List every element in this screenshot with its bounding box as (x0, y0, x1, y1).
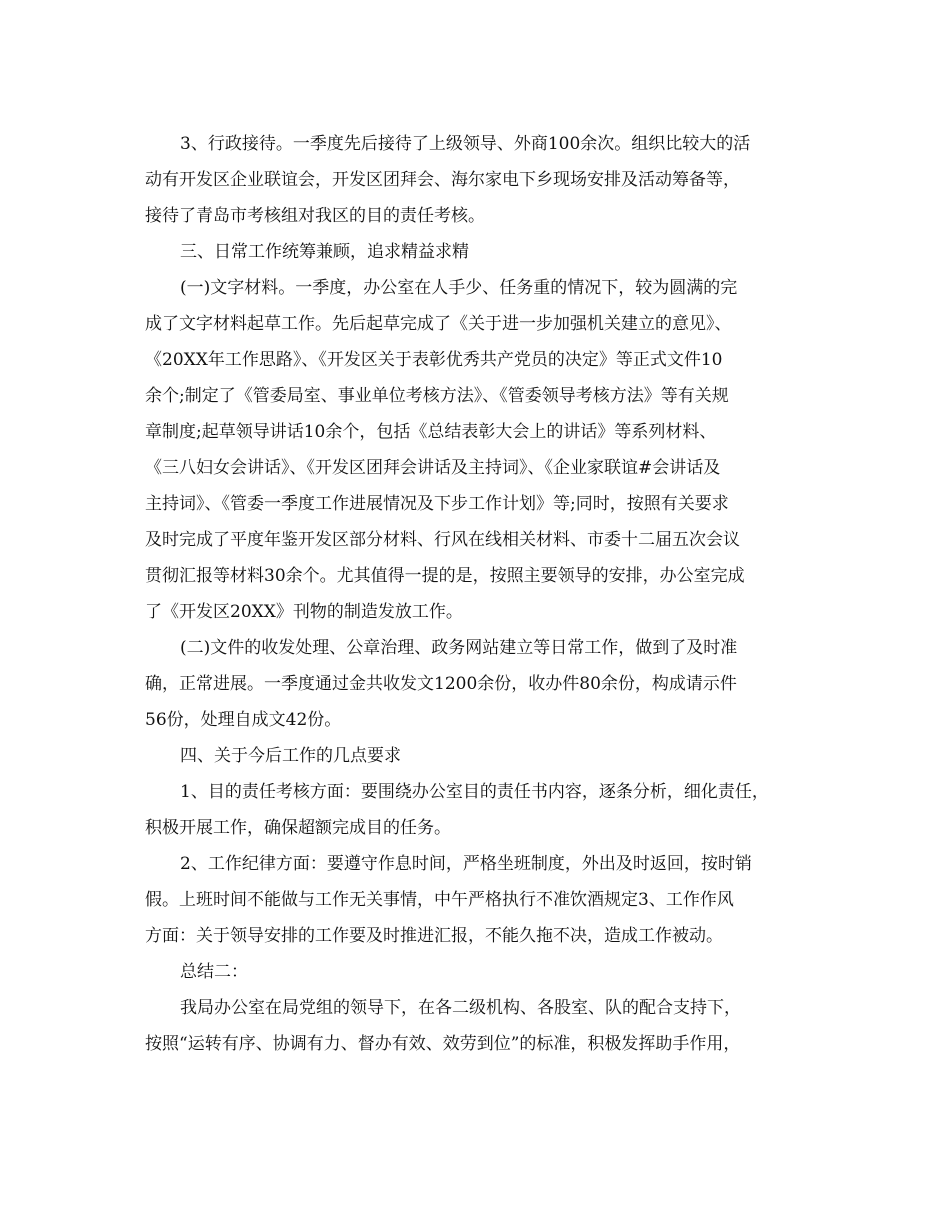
text-line: 3、行政接待。一季度先后接待了上级领导、外商100余次。组织比较大的活 (180, 134, 751, 154)
text-line: 成了文字材料起草工作。先后起草完成了《关于进一步加强机关建立的意见》、 (145, 314, 732, 334)
text-line: 1、目的责任考核方面：要围绕办公室目的责任书内容，逐条分析，细化责任， (180, 782, 769, 802)
text-line: 假。上班时间不能做与工作无关事情，中午严格执行不准饮酒规定3、工作作风 (145, 890, 734, 910)
text-line: 56份，处理自成文42份。 (145, 710, 342, 730)
text-line: 章制度;起草领导讲话10余个，包括《总结表彰大会上的讲话》等系列材料、 (145, 422, 717, 442)
text-line: 方面：关于领导安排的工作要及时推进汇报，不能久拖不决，造成工作被动。 (145, 926, 723, 946)
text-line: (一)文字材料。一季度，办公室在人手少、任务重的情况下，较为圆满的完 (180, 278, 738, 298)
text-line: 动有开发区企业联谊会，开发区团拜会、海尔家电下乡现场安排及活动筹备等， (145, 170, 740, 190)
section-heading: 四、关于今后工作的几点要求 (180, 746, 401, 766)
text-line: 了《开发区20XX》刊物的制造发放工作。 (145, 602, 463, 622)
text-line: 贯彻汇报等材料30余个。尤其值得一提的是，按照主要领导的安排，办公室完成 (145, 566, 745, 586)
text-line: 2、工作纪律方面：要遵守作息时间，严格坐班制度，外出及时返回，按时销 (180, 854, 752, 874)
text-line: (二)文件的收发处理、公章治理、政务网站建立等日常工作，做到了及时准 (180, 638, 738, 658)
text-line: 余个;制定了《管委局室、事业单位考核方法》、《管委领导考核方法》等有关规 (145, 386, 729, 406)
text-line: 主持词》、《管委一季度工作进展情况及下步工作计划》等;同时，按照有关要求 (145, 494, 729, 514)
section-heading: 三、日常工作统筹兼顾，追求精益求精 (180, 242, 469, 262)
text-line: 按照“运转有序、协调有力、督办有效、效劳到位”的标准，积极发挥助手作用， (145, 1034, 741, 1054)
section-heading: 总结二： (180, 962, 248, 982)
text-line: 接待了青岛市考核组对我区的目的责任考核。 (145, 206, 485, 226)
text-line: 积极开展工作，确保超额完成目的任务。 (145, 818, 451, 838)
text-line: 《三八妇女会讲话》、《开发区团拜会讲话及主持词》、《企业家联谊#会讲话及 (145, 458, 721, 478)
text-line: 我局办公室在局党组的领导下，在各二级机构、各股室、队的配合支持下， (180, 998, 741, 1018)
text-line: 《20XX年工作思路》、《开发区关于表彰优秀共产党员的决定》等正式文件10 (145, 350, 723, 370)
text-line: 确，正常进展。一季度通过金共收发文1200余份，收办件80余份，构成请示件 (145, 674, 737, 694)
text-line: 及时完成了平度年鉴开发区部分材料、行风在线相关材料、市委十二届五次会议 (145, 530, 740, 550)
